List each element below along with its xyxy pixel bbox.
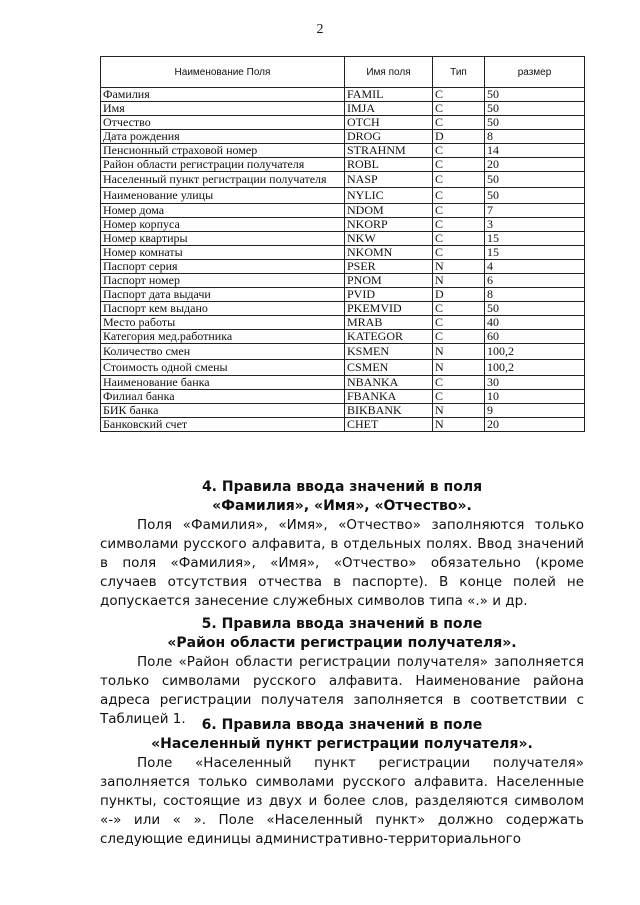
cell-field-name: Филиал банка	[101, 390, 345, 404]
cell-size: 50	[485, 172, 585, 188]
cell-size: 40	[485, 316, 585, 330]
cell-field-id: ROBL	[345, 158, 433, 172]
cell-type: C	[433, 218, 485, 232]
cell-field-id: FBANKA	[345, 390, 433, 404]
header-size: размер	[485, 57, 585, 88]
cell-field-id: PNOM	[345, 274, 433, 288]
table-row	[101, 404, 585, 418]
cell-type: C	[433, 188, 485, 204]
cell-type: N	[433, 418, 485, 432]
cell-field-id: MRAB	[345, 316, 433, 330]
cell-type: C	[433, 204, 485, 218]
cell-field-name: БИК банка	[101, 404, 345, 418]
cell-field-id: STRAHNM	[345, 144, 433, 158]
cell-field-id: KATEGOR	[345, 330, 433, 344]
cell-type: C	[433, 390, 485, 404]
table-row	[101, 360, 585, 376]
cell-size: 9	[485, 404, 585, 418]
table-row	[101, 260, 585, 274]
header-field-name: Наименование Поля	[101, 57, 345, 88]
cell-field-name: Отчество	[101, 116, 345, 130]
table-row	[101, 158, 585, 172]
cell-field-name: Категория мед.работника	[101, 330, 345, 344]
cell-field-name: Фамилия	[101, 88, 345, 102]
cell-field-name: Стоимость одной смены	[101, 360, 345, 376]
cell-type: C	[433, 88, 485, 102]
table-row	[101, 130, 585, 144]
section-5	[100, 615, 584, 729]
section-4-body: Поля «Фамилия», «Имя», «Отчество» заполняются только символами русского алфавита, в отдельных полях. Ввод значений в поля «Фамилия», «Имя», «Отчество» обязательно (кроме случаев отсутствия отчества в паспорте). В конце полей не допускается занесение служебных символов типа «.» и др.	[100, 517, 584, 609]
cell-field-id: IMJA	[345, 102, 433, 116]
cell-type: D	[433, 288, 485, 302]
cell-type: C	[433, 330, 485, 344]
cell-type: C	[433, 316, 485, 330]
cell-field-name: Банковский счет	[101, 418, 345, 432]
cell-field-id: NBANKA	[345, 376, 433, 390]
cell-size: 4	[485, 260, 585, 274]
cell-field-name: Наименование банка	[101, 376, 345, 390]
cell-field-name: Район области регистрации получателя	[101, 158, 345, 172]
table-row	[101, 188, 585, 204]
cell-type: N	[433, 404, 485, 418]
cell-field-name: Место работы	[101, 316, 345, 330]
table-row	[101, 316, 585, 330]
table-row	[101, 116, 585, 130]
cell-size: 3	[485, 218, 585, 232]
fields-table	[100, 56, 585, 432]
cell-field-name: Наименование улицы	[101, 188, 345, 204]
table-row	[101, 218, 585, 232]
cell-size: 50	[485, 88, 585, 102]
cell-type: C	[433, 102, 485, 116]
cell-size: 50	[485, 116, 585, 130]
cell-type: D	[433, 130, 485, 144]
cell-type: C	[433, 246, 485, 260]
cell-type: C	[433, 302, 485, 316]
cell-field-id: NASP	[345, 172, 433, 188]
cell-field-name: Номер квартиры	[101, 232, 345, 246]
table-row	[101, 376, 585, 390]
cell-field-id: NDOM	[345, 204, 433, 218]
cell-field-id: KSMEN	[345, 344, 433, 360]
cell-field-name: Паспорт номер	[101, 274, 345, 288]
cell-field-name: Населенный пункт регистрации получателя	[101, 172, 345, 188]
cell-size: 20	[485, 418, 585, 432]
cell-size: 7	[485, 204, 585, 218]
cell-field-name: Количество смен	[101, 344, 345, 360]
table-row	[101, 232, 585, 246]
table-row	[101, 88, 585, 102]
cell-size: 6	[485, 274, 585, 288]
cell-field-name: Пенсионный страховой номер	[101, 144, 345, 158]
cell-size: 10	[485, 390, 585, 404]
table-row	[101, 418, 585, 432]
cell-field-name: Дата рождения	[101, 130, 345, 144]
cell-size: 100,2	[485, 360, 585, 376]
table-header-row	[101, 57, 585, 88]
cell-size: 100,2	[485, 344, 585, 360]
cell-type: C	[433, 144, 485, 158]
cell-type: N	[433, 344, 485, 360]
cell-size: 8	[485, 130, 585, 144]
table-row	[101, 344, 585, 360]
cell-field-id: DROG	[345, 130, 433, 144]
section-5-body: Поле «Район области регистрации получателя» заполняется только символами русского алфавита. Наименование района адреса регистрации получателя заполняется в соответствии с Таблицей 1.	[100, 654, 584, 727]
cell-field-id: CHET	[345, 418, 433, 432]
cell-type: C	[433, 172, 485, 188]
cell-field-id: FAMIL	[345, 88, 433, 102]
section-4-title-line1: 4. Правила ввода значений в поля	[201, 479, 483, 495]
cell-field-id: NYLIC	[345, 188, 433, 204]
cell-size: 50	[485, 102, 585, 116]
section-5-title-line1: 5. Правила ввода значений в поле	[201, 616, 483, 632]
cell-field-name: Номер корпуса	[101, 218, 345, 232]
cell-type: N	[433, 360, 485, 376]
section-6-body: Поле «Населенный пункт регистрации получателя» заполняется только символами русского алфавита. Населенные пункты, состоящие из двух и более слов, разделяются символом «-» или « ». Поле «Населенный пункт» должно содержать следующие единицы административно-территориального	[100, 755, 584, 847]
section-4	[100, 478, 584, 611]
cell-field-name: Паспорт кем выдано	[101, 302, 345, 316]
table-row	[101, 302, 585, 316]
section-4-title-line2: «Фамилия», «Имя», «Отчество».	[212, 498, 472, 514]
cell-field-id: NKORP	[345, 218, 433, 232]
cell-type: C	[433, 116, 485, 130]
cell-size: 14	[485, 144, 585, 158]
table-row	[101, 204, 585, 218]
cell-field-id: OTCH	[345, 116, 433, 130]
cell-type: C	[433, 232, 485, 246]
cell-size: 60	[485, 330, 585, 344]
page-number: 2	[316, 22, 324, 37]
cell-field-name: Паспорт дата выдачи	[101, 288, 345, 302]
header-type: Тип	[433, 57, 485, 88]
cell-field-name: Имя	[101, 102, 345, 116]
cell-field-id: PSER	[345, 260, 433, 274]
table-row	[101, 390, 585, 404]
section-6-title-line2: «Населенный пункт регистрации получателя».	[151, 736, 533, 752]
table-row	[101, 246, 585, 260]
cell-type: C	[433, 376, 485, 390]
cell-field-name: Номер комнаты	[101, 246, 345, 260]
cell-type: N	[433, 260, 485, 274]
cell-size: 30	[485, 376, 585, 390]
header-field-id: Имя поля	[345, 57, 433, 88]
cell-size: 50	[485, 302, 585, 316]
table-row	[101, 288, 585, 302]
section-6	[100, 716, 584, 849]
cell-size: 15	[485, 246, 585, 260]
cell-field-id: PKEMVID	[345, 302, 433, 316]
table-row	[101, 102, 585, 116]
section-6-title-line1: 6. Правила ввода значений в поле	[201, 717, 483, 733]
cell-size: 15	[485, 232, 585, 246]
section-5-title-line2: «Район области регистрации получателя».	[167, 635, 517, 651]
table-row	[101, 274, 585, 288]
cell-field-id: NKOMN	[345, 246, 433, 260]
cell-type: C	[433, 158, 485, 172]
table-row	[101, 330, 585, 344]
table-row	[101, 144, 585, 158]
cell-size: 8	[485, 288, 585, 302]
cell-type: N	[433, 274, 485, 288]
cell-size: 20	[485, 158, 585, 172]
table-row	[101, 172, 585, 188]
cell-field-name: Номер дома	[101, 204, 345, 218]
cell-field-id: PVID	[345, 288, 433, 302]
cell-field-name: Паспорт серия	[101, 260, 345, 274]
cell-field-id: CSMEN	[345, 360, 433, 376]
cell-size: 50	[485, 188, 585, 204]
cell-field-id: BIKBANK	[345, 404, 433, 418]
cell-field-id: NKW	[345, 232, 433, 246]
